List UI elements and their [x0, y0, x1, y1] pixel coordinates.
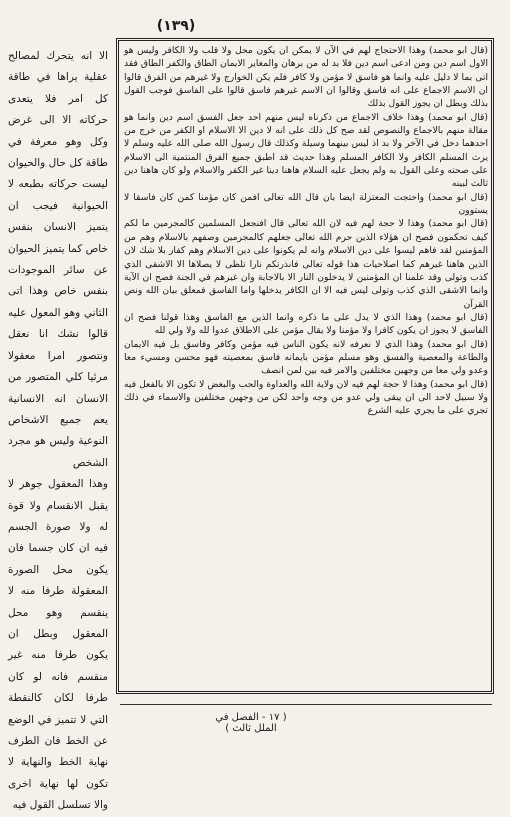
paragraph: (قال ابو محمد) وهذا لا حجة لهم فيه لان ولاية الله والعداوة والحب والبغض لا تكون الا بالفعل فيه ولا سبيل لاحد الى ان يبقى ولي عدو من وجه واحد لكن من وجهين مختلفين والاسماء في ذلك تجري على ما يجري عليه الشرع [124, 378, 488, 417]
paragraph: (قال ابو محمد) وهذا الذي لا يدل على ما ذكره وانما الذين مع الفاسق وهذا قولنا فصح ان الفاسق لا يجوز ان يكون كافرا ولا مؤمنا ولا يقال مؤمن على الاطلاق عدوا لله ولا ولي لله [124, 311, 488, 337]
paragraph: (قال ابو محمد) واحتجت المعتزلة ايضا بان قال الله تعالى افمن كان مؤمنا كمن كان فاسقا لا يستوون [124, 191, 488, 217]
page-footer: ( ١٧ - الفصل في الملل ثالث ) [215, 712, 287, 734]
paragraph: (قال ابو محمد) وهذا خلاف الاجماع من ذكرناه ليس منهم احد جعل الفسق اسم دين وانما هو مقالة منهم بالاجماع والنصوص لقد صح كل ذلك على انه لا دين الا الاسلام او الكفر من خرج من احدهما دخل في الآخر ولا بد اذ ليس بينهما وسيلة وكذلك قال رسول الله صلى الله عليه وسلم لا يرث المسلم الكافر ولا الكافر المسلم وهذا حديث قد اطبق جميع الفرق المنتمية الى الاسلام على صحته وعلى القول به ولم يجعل عليه السلام هاهنا دينا غير الكفر والاسلام ولو كان هاهنا دين ثالث لبينه [124, 111, 488, 190]
paragraph: (قال ابو محمد) وهذا الذي لا نعرفه لانه يكون الناس فيه مؤمن وكافر وفاسق بل فيه الايمان والطاعة والمعصية والفسق وهو مسلم مؤمن بايمانه فاسق بمعصيته فهو محسن ومسيء معا وعدو ولي معا من وجهين مختلفين والامر فيه بين لمن انصف [124, 338, 488, 377]
margin-paragraph: الا انه يتحرك لمصالح عقلية يراها في طاقة كل امر فلا يتعدى حركاته الا الى غرض وكل وهو معرفة في طاقة كل حال والحيوان ليست حركاته بطبعه لا الحيوانية فيجب ان يتميز الانسان بنفس خاص كما يتميز الحيوان عن سائر الموجودات بنفس خاص وهذا اتى الثاني وهو المعول عليه قالوا نشك انا نعقل ونتصور امرا معقولا مرئيا كلي المتصور من الانسان انه الانسانية يعم جميع الاشخاص النوعية وليس هو مجرد الشخص [8, 50, 108, 469]
page-number: (١٣٩) [156, 18, 196, 34]
margin-paragraph: وهذا المعقول جوهر لا يقبل الانقسام ولا قوة له ولا صورة الجسم فيه ان كان جسما فان يكون محل الصورة المعقولة طرفا منه لا ينقسم وهو محل المعقول وبطل ان يكون طرفا منه غير منقسم فانه لو كان طرفا لكان كالنقطة التي لا تتميز في الوضع عن الخط فان الطرف نهاية الخط والنهاية لا تكون لها نهاية اخرى والا تسلسل القول فيه [8, 478, 108, 812]
paragraph: (قال ابو محمد) وهذا لا حجة لهم فيه لان الله تعالى قال افنجعل المسلمين كالمجرمين ما لكم كيف تحكمون فصح ان هؤلاء الذين حرم الله تعالى جعلهم كالمجرمين وصفهم بالاسلام وهم من المؤمنين لقد فاهم ليسوا على دين الاسلام وانه لم يكونوا على دين الاسلام وهم كفار بلا شك لان الذين هاهنا غيرهم كما اصلاحيات هذا قوله تعالى فانذرتكم نارا تلظى لا يصلاها الا الاشقى الذي كذب وتولى وقد علمنا ان المؤمنين لا يدخلون النار الا بالاجابة وان غيرهم في الجنة فصح ان الآية وانما الاشقى الذي كذب وتولى ليس فيه الا ان الكافر يدخلها واما الفاسق فمعلق بيان الله ونص القرآن [124, 218, 488, 310]
side-margin-text [8, 46, 108, 812]
footer-rule [120, 704, 492, 705]
paragraph: (قال ابو محمد) وهذا الاحتجاج لهم في الآن لا يمكن ان يكون محل ولا قلب ولا الكافر وليس هو الاول اسم دين ومن ادعى اسم دين فلا بد له من برهان والمغاير الايمان الطاق والكفر الطاق فقد اتى بما لا دليل عليه وانما هو فاسق لا مؤمن ولا كافر فلم يكن الخوارج ولا غيرهم من الفرق قالوا ان الاسم الاجماع على انه فاسق وقالوا ان الاسم غيرهم فاسق قالوا على الفاسق فوجب القول بذلك وبطل ان يجوز القول بذلك [124, 45, 488, 110]
main-text-block [124, 44, 488, 689]
